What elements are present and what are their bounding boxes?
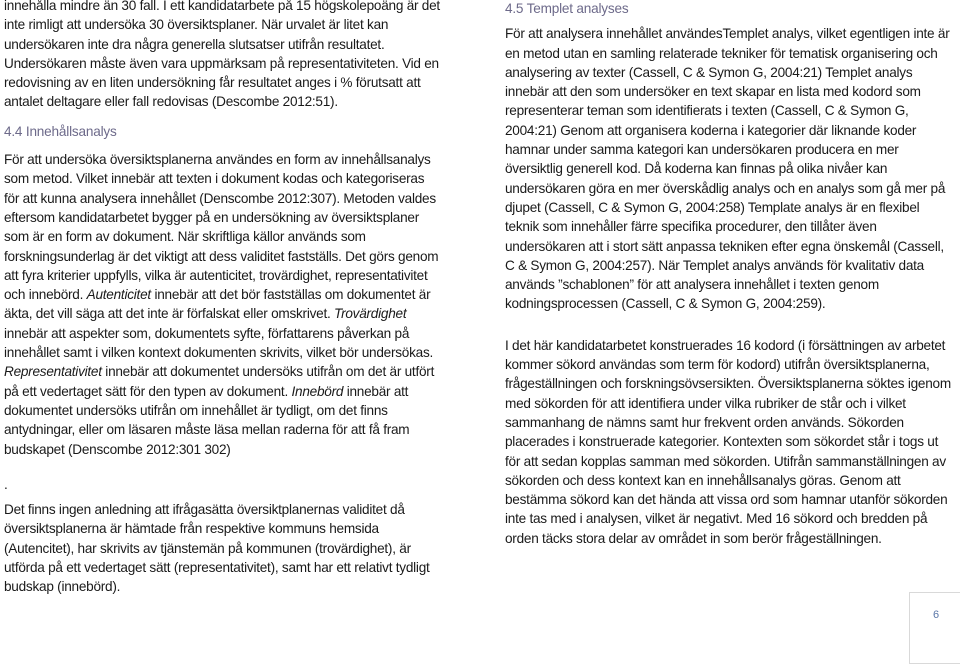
term-representativitet: Representativitet (4, 364, 102, 380)
method-text-b: innebär att det bör fastställas om dokumentet är äkta, det vill säga att det inte är förfalskat eller omskrivet. (4, 287, 431, 322)
term-trovardighet: Trovärdighet (334, 306, 407, 322)
keywords-paragraph: I det här kandidatarbetet konstruerades 16 kodord (i försättningen av arbetet kommer sökord användas som term för kodord) utifrån översiktsplanerna, frågeställningen och forskningsövsersikten. Översiktsplanerna söktes igenom med sökorden för att identifiera under vilka rubriker de står och i vilket sammanhang de nämns samt hur frekvent orden används. Sökorden placerades i konstruerade kategorier. Kontexten som sökordet står i togs ut för att sedan kopplas samman med sökorden. Utifrån sammanställningen av sökorden och dess kontext kan en innehållsanalys göras. Genom att bestämma sökord kan det hända att vissa ord som hamnar utanför sökorden inte tas med i analysen, vilket är negativt. Med 16 sökord och bredden på orden täcks stora delar av området in som berör frågeställningen. (505, 337, 951, 546)
method-text-d: innebär att dokumentet undersöks utifrån om det är utfört på ett vedertaget sätt för den typen av dokument. (4, 364, 435, 399)
term-autenticitet: Autenticitet (86, 287, 151, 303)
section-heading-4-5: 4.5 Templet analyses (505, 1, 629, 16)
validity-paragraph: Det finns ingen anledning att ifrågasätta översiktplanernas validitet då översiktsplanerna är hämtade från respektive kommuns hemsida (Autencitet), har skrivits av tjänstemän på kommunen (trovärdighet), är utförda på ett vedertaget sätt (representativitet), samt har ett relativt tydligt budskap (innebörd). (4, 502, 430, 595)
templet-paragraph: För att analysera innehållet användesTemplet analys, vilket egentligen inte är en metod utan en samling relaterade tekniker för tematisk organisering och analysering av texter (Cassell, C & Symon G, 2004:21) Templet analys innebär att den som undersöker en text skapar en lista med kodord som representerar teman som identifierats i texten (Cassell, C & Symon G, 2004:21) Genom att organisera koderna i kategorier där liknande koder hamnar under samma kategori kan undersökaren producera en mer översiktlig generell kod. Då koderna kan finnas på olika nivåer kan undersökaren göra en mer överskådlig analys och en analys som gå mer på djupet (Cassell, C & Symon G, 2004:258) Template analys är en flexibel teknik som innehåller färre specifika procedurer, den tillåter även undersökaren att i stort sätt anpassa tekniken efter egna önskemål (Cassell, C & Symon G, 2004:257). När Templet analys används för kvalitativ data används ”schablonen” för att analysera innehållet i texten genom kodningsprocessen (Cassell, C & Symon G, 2004:259). (505, 26, 950, 312)
stray-dot: . (4, 476, 8, 492)
term-innebord: Innebörd (291, 383, 344, 399)
method-text-a: För att undersöka översiktsplanerna användes en form av innehållsanalys som metod. Vilket innebär att texten i dokument kodas och kategoriseras för att kunna analysera innehållet (Denscombe 2012:307). Metoden valdes eftersom kandidatarbetet bygger på en undersökning av översiktsplaner som är en form av dokument. När skriftliga källor används som forskningsunderlag är det viktigt att dess validitet fastställs. Det görs genom att fyra kriterier uppfylls, vilka är autenticitet, trovärdighet, representativitet och innebörd. (4, 152, 439, 303)
intro-paragraph: innehålla mindre än 30 fall. I ett kandidatarbete på 15 högskolepoäng är det inte rimligt att undersöka 30 översiktsplaner. När urvalet är litet kan undersökaren inte dra några generella slutsatser utifrån resultatet. Undersökaren måste även vara uppmärksam på representativiteten. Vid en redovisning av en liten undersökning får resultatet anges i % förutsatt att antalet deltagare eller fall redovisas (Descombe 2012:51). (4, 0, 440, 110)
method-text-e: innebär att dokumentet undersöks utifrån om innehållet är tydligt, om det finns antydningar, eller om läsaren måste läsa mellan raderna för att få fram budskapet (Denscombe 2012:301 302) (4, 383, 410, 457)
right-column (505, 0, 955, 548)
section-heading-4-4: 4.4 Innehållsanalys (4, 123, 117, 139)
left-column (4, 0, 440, 597)
method-paragraph (4, 150, 440, 459)
method-text-c: innebär att aspekter som, dokumentets syfte, författarens påverkan på innehållet samt i vilken kontext dokumenten skrivits, vilket bör undersökas. (4, 325, 434, 361)
page-number: 6 (932, 609, 940, 621)
page-number-box (909, 592, 960, 664)
